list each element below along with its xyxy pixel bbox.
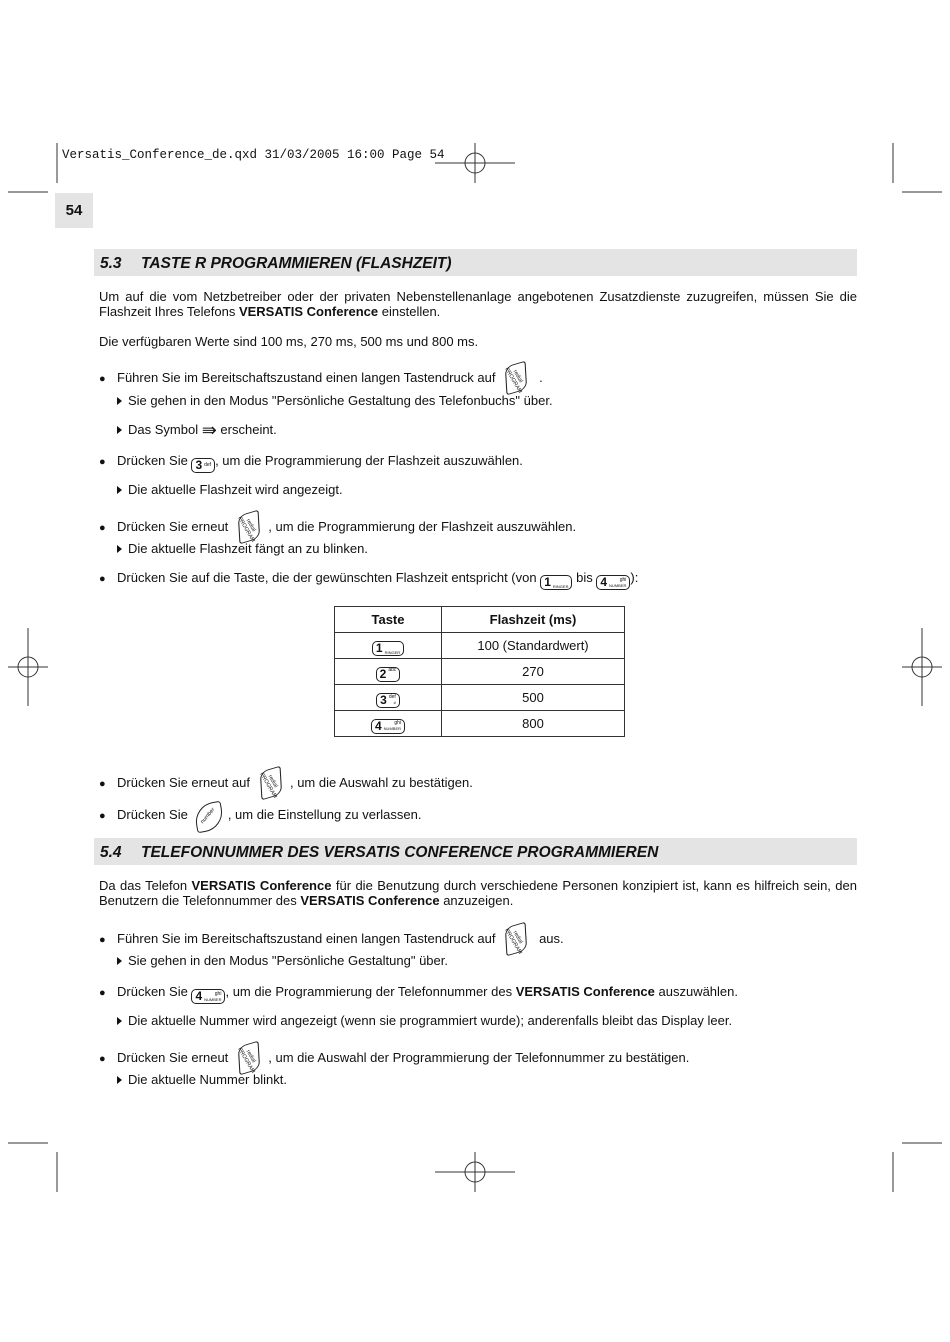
triangle-bullet-icon	[117, 545, 122, 553]
table-row: 3 def # 500	[335, 685, 625, 711]
values-paragraph: Die verfügbaren Werte sind 100 ms, 270 ms, 500 ms und 800 ms.	[99, 334, 479, 349]
redial-program-key-icon: redial PROGRAM	[233, 512, 263, 542]
flashzeit-table	[334, 606, 625, 737]
list-item: ● Drücken Sie 3 def , um die Programmierung der Flashzeit auszuwählen.	[99, 453, 523, 472]
redial-program-key-icon: redial PROGRAM	[255, 768, 285, 798]
list-item: ● Drücken Sie auf die Taste, die der gewünschten Flashzeit entspricht (von 1 RINGER bis 4 ghi NUMBER ):	[99, 570, 639, 589]
list-subitem: Die aktuelle Flashzeit fängt an zu blinken.	[117, 541, 368, 557]
list-item: ● Drücken Sie number , um die Einstellung zu verlassen.	[99, 799, 421, 833]
page-number: 54	[55, 193, 93, 228]
section-title: TASTE R PROGRAMMIEREN (FLASHZEIT)	[141, 255, 452, 272]
section-number: 5.4	[100, 844, 122, 861]
intro-paragraph: Da das Telefon VERSATIS Conference für die Benutzung durch verschiedene Personen konzipiert ist, kann es hilfreich sein, den Benutzern die Telefonnummer des VERSATIS Conference anzuzeigen.	[99, 878, 858, 908]
triangle-bullet-icon	[117, 426, 122, 434]
triangle-bullet-icon	[117, 1017, 122, 1025]
key-2-icon: 2 abc	[376, 667, 401, 682]
list-item: ● Drücken Sie erneut redial PROGRAM , um die Auswahl der Programmierung der Telefonnummer zu bestätigen.	[99, 1043, 689, 1073]
list-subitem: Die aktuelle Nummer blinkt.	[117, 1072, 287, 1088]
list-subitem: Die aktuelle Nummer wird angezeigt (wenn sie programmiert wurde); anderenfalls bleibt das Display leer.	[117, 1013, 732, 1029]
section-number: 5.3	[100, 255, 122, 272]
triangle-bullet-icon	[117, 957, 122, 965]
redial-program-key-icon: redial PROGRAM	[500, 363, 530, 393]
triangle-bullet-icon	[117, 486, 122, 494]
triangle-bullet-icon	[117, 1076, 122, 1084]
redial-program-key-icon: redial PROGRAM	[233, 1043, 263, 1073]
list-item: ● Führen Sie im Bereitschaftszustand einen langen Tastendruck auf redial PROGRAM .	[99, 363, 543, 393]
key-3-icon: 3 def	[191, 458, 215, 473]
list-item: ● Drücken Sie 4 ghi NUMBER , um die Programmierung der Telefonnummer des VERSATIS Conference auszuwählen.	[99, 984, 739, 1003]
triangle-bullet-icon	[117, 397, 122, 405]
intro-paragraph: Um auf die vom Netzbetreiber oder der privaten Nebenstellenanlage angebotenen Zusatzdienste zuzugreifen, müssen Sie die Flashzeit Ihres Telefons VERSATIS Conference einstellen.	[99, 289, 857, 319]
list-item: ● Drücken Sie erneut auf redial PROGRAM , um die Auswahl zu bestätigen.	[99, 768, 473, 798]
key-4-icon: 4 ghi NUMBER	[596, 575, 630, 590]
key-3-icon: 3 def #	[376, 693, 400, 708]
table-header-row: Taste Flashzeit (ms)	[335, 607, 625, 633]
redial-program-key-icon: redial PROGRAM	[500, 924, 530, 954]
key-1-icon: 1 RINGER	[372, 641, 404, 656]
number-hangup-key-icon: number	[191, 799, 225, 833]
section-title: TELEFONNUMMER DES VERSATIS CONFERENCE PROGRAMMIEREN	[141, 844, 659, 861]
key-1-icon: 1 RINGER	[540, 575, 572, 590]
key-4-icon: 4 ghi NUMBER	[371, 719, 405, 734]
list-subitem: Die aktuelle Flashzeit wird angezeigt.	[117, 482, 343, 498]
list-subitem: Sie gehen in den Modus "Persönliche Gestaltung des Telefonbuchs" über.	[117, 393, 553, 409]
arrow-symbol-icon: ⇛	[201, 420, 217, 440]
key-4-icon: 4 ghi NUMBER	[191, 989, 225, 1004]
section-heading-5-4	[94, 838, 857, 865]
list-item: ● Führen Sie im Bereitschaftszustand einen langen Tastendruck auf redial PROGRAM aus.	[99, 924, 564, 954]
table-row: 1 RINGER 100 (Standardwert)	[335, 633, 625, 659]
list-subitem: Das Symbol ⇛ erscheint.	[117, 422, 277, 438]
section-heading-5-3	[94, 249, 857, 276]
list-item: ● Drücken Sie erneut redial PROGRAM , um die Programmierung der Flashzeit auszuwählen.	[99, 512, 576, 542]
table-row: 2 abc 270	[335, 659, 625, 685]
list-subitem: Sie gehen in den Modus "Persönliche Gestaltung" über.	[117, 953, 448, 969]
print-slug: Versatis_Conference_de.qxd 31/03/2005 16:00 Page 54	[62, 148, 445, 162]
table-row: 4 ghi NUMBER 800	[335, 711, 625, 737]
